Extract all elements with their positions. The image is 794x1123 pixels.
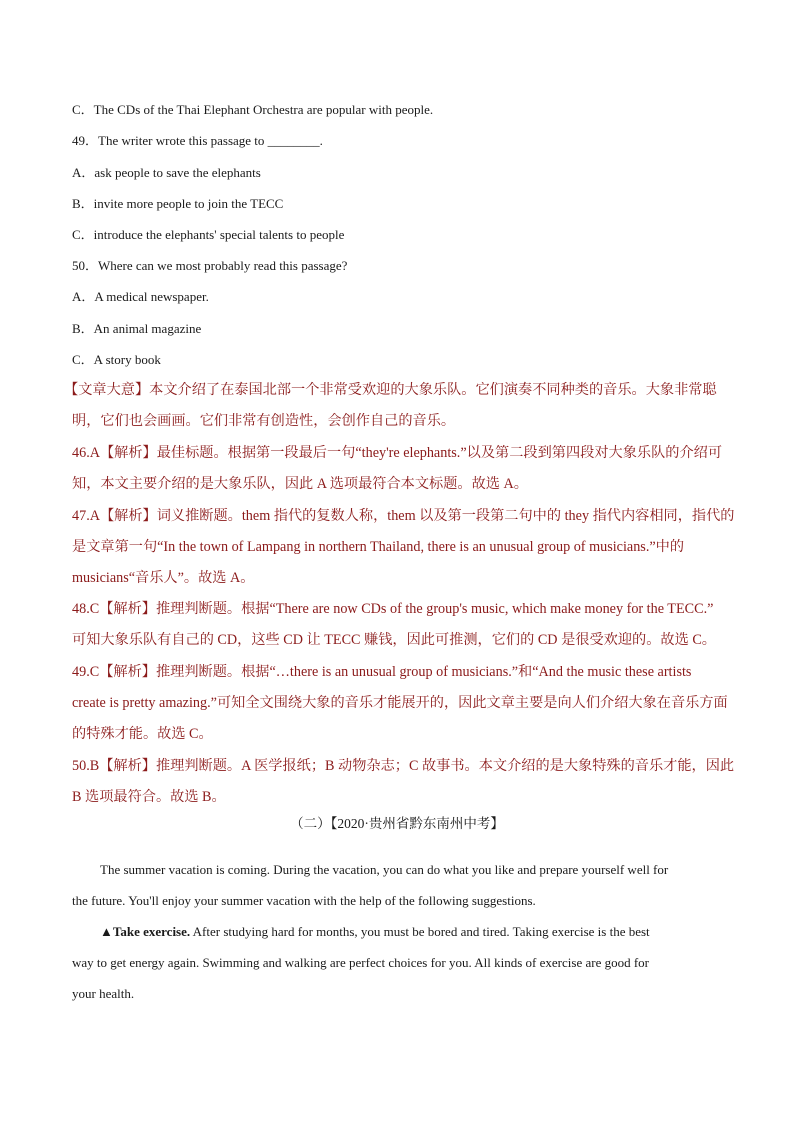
- question-50-option-c: C．A story book: [72, 352, 161, 367]
- explanation-47-line-1: 47.A【解析】词义推断题。them 指代的复数人称，them 以及第一段第二句中的 they 指代内容相同，指代的: [72, 508, 735, 524]
- explanation-48-line-2: 可知大象乐队有自己的 CD，这些 CD 让 TECC 赚钱，因此可推测，它们的 CD 是很受欢迎的。故选 C。: [72, 632, 716, 648]
- section-two-heading: （二）【2020·贵州省黔东南州中考】: [290, 816, 504, 831]
- question-48-option-c: C．The CDs of the Thai Elephant Orchestra are popular with people.: [72, 102, 434, 117]
- explanation-46-line-1: 46.A【解析】最佳标题。根据第一段最后一句“they're elephants.”以及第二段到第四段对大象乐队的介绍可: [72, 445, 723, 461]
- question-49-stem: 49．The writer wrote this passage to ________.: [72, 133, 323, 148]
- question-49-option-c: C．introduce the elephants' special talents to people: [72, 227, 345, 242]
- explanation-50-line-2: B 选项最符合。故选 B。: [72, 789, 226, 805]
- explanation-49-line-2: create is pretty amazing.”可知全文围绕大象的音乐才能展开的，因此文章主要是向人们介绍大象在音乐方面: [72, 695, 728, 711]
- explanation-49-line-3: 的特殊才能。故选 C。: [72, 726, 213, 742]
- question-50-option-a: A．A medical newspaper.: [72, 289, 209, 304]
- suggestion-text: After studying hard for months, you must be bored and tired. Taking exercise is the best: [190, 924, 650, 939]
- question-49-option-a: A．ask people to save the elephants: [72, 165, 261, 180]
- passage-paragraph-1-line-1: The summer vacation is coming. During the vacation, you can do what you like and prepare yourself well for: [100, 862, 669, 877]
- summary-line-1: 【文章大意】本文介绍了在泰国北部一个非常受欢迎的大象乐队。它们演奏不同种类的音乐。大象非常聪: [64, 382, 717, 398]
- passage-paragraph-2-line-3: your health.: [72, 986, 135, 1001]
- explanation-47-line-3: musicians“音乐人”。故选 A。: [72, 570, 255, 586]
- summary-line-2: 明，它们也会画画。它们非常有创造性，会创作自己的音乐。: [72, 413, 456, 429]
- passage-paragraph-2-line-1: [100, 923, 724, 941]
- suggestion-heading: ▲Take exercise.: [100, 924, 191, 939]
- question-50-option-b: B．An animal magazine: [72, 321, 202, 336]
- explanation-46-line-2: 知，本文主要介绍的是大象乐队，因此 A 选项最符合本文标题。故选 A。: [72, 476, 528, 492]
- explanation-47-line-2: 是文章第一句“In the town of Lampang in northern Thailand, there is an unusual group of musicians.”中的: [72, 539, 685, 555]
- passage-paragraph-2-line-2: way to get energy again. Swimming and walking are perfect choices for you. All kinds of exercise are good for: [72, 955, 649, 970]
- explanation-48-line-1: 48.C【解析】推理判断题。根据“There are now CDs of the group's music, which make money for the TECC.”: [72, 601, 714, 617]
- explanation-49-line-1: 49.C【解析】推理判断题。根据“…there is an unusual group of musicians.”和“And the music these artists: [72, 664, 692, 680]
- explanation-50-line-1: 50.B【解析】推理判断题。A 医学报纸；B 动物杂志；C 故事书。本文介绍的是大象特殊的音乐才能，因此: [72, 758, 735, 774]
- question-50-stem: 50．Where can we most probably read this passage?: [72, 258, 348, 273]
- question-49-option-b: B．invite more people to join the TECC: [72, 196, 284, 211]
- passage-paragraph-1-line-2: the future. You'll enjoy your summer vacation with the help of the following suggestions.: [72, 893, 536, 908]
